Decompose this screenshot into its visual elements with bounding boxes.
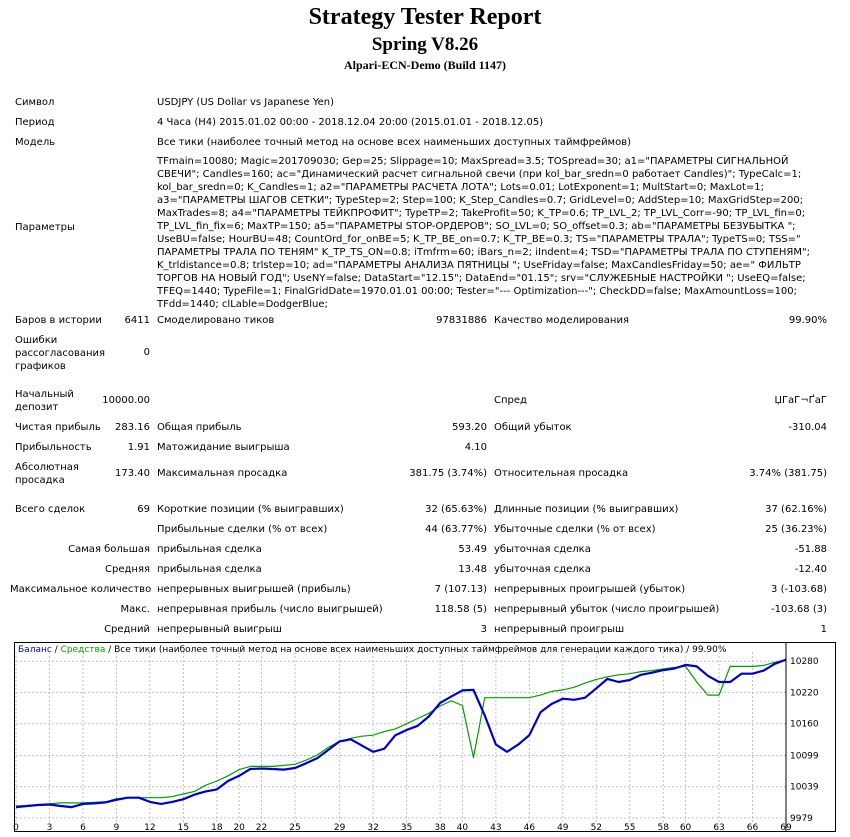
total-trades-value: 69 — [137, 504, 150, 515]
cons-loss-value: -103.68 (3) — [771, 604, 827, 615]
spread-value: ЏГаГ¬ҐаГ — [774, 395, 827, 406]
max-drawdown-label: Максимальная просадка — [157, 468, 288, 479]
x-tick-label: 6 — [80, 823, 86, 833]
y-tick-label: 10099 — [790, 751, 819, 762]
period-value: 4 Часа (H4) 2015.01.02 00:00 - 2018.12.04 20:00 (2015.01.01 - 2018.12.05) — [157, 117, 544, 128]
profit-factor-value: 1.91 — [127, 442, 150, 453]
errors-label: Ошибки рассогласования графиков — [15, 335, 106, 372]
x-tick-label: 20 — [233, 823, 245, 833]
params-value: TFmain=10080; Magic=201709030; Gep=25; Slippage=10; MaxSpread=3.5; TOSpread=30; a1="ПАРАМЕТРЫ СИГНАЛЬНОЙ СВЕЧИ"; Candles=160; ac="Динамический расчет сигнальной свечи (при kol_bar_sredn=0 работает Candles)"; TypeCalc=1; kol_bar_sredn=0; K_Candles=1; a2="ПАРАМЕТРЫ РАСЧЕТА ЛОТА"; Lots=0.01; LotExponent=1; MultStart=0; MaxLot=1; a3="ПАРАМЕТРЫ ШАГОВ СЕТКИ"; TypeStep=2; Step=100; K_Step_Candles=0.7; GridLevel=0; AddStep=10; MaxGridStep=200; MaxTrades=8; a4="ПАРАМЕТРЫ ТЕЙКПРОФИТ"; TypeTP=2; TakeProfit=50; K_TP=0.6; TP_LVL_2; TP_LVL_Corr=-90; TP_LVL_fin=0; TP_LVL_fin_fix=6; MaxTP=150; a5="ПАРАМЕТРЫ STOP-ОРДЕРОВ"; SO_LVL=0; SO_offset=0.3; ab="ПАРАМЕТРЫ БЕЗУБЫТКА "; UseBU=false; HourBU=48; CountOrd_for_onBE=5; K_TP_BE_on=0.7; K_TP_BE=0.3; TS="ПАРАМЕТРЫ ТРАЛА"; TypeTS=0; TSS=" ПАРАМЕТРЫ ТРАЛА ПО ТЕНЯМ" K_TP_TS_ON=0.8; iTmfrm=60; iBars_n=2; iIndent=4; TSD="ПАРАМЕТРЫ ТРАЛА ПО СТУПЕНЯМ"; K_trldistance=0.8; trlstep=10; ad="ПАРАМЕТРЫ АНАЛИЗА ПЯТНИЦЫ "; UseFriday=false; MaxCandlesFriday=50; ae=" ФИЛЬТР ТОРГОВ НА НОВЫЙ ГОД"; UseNY=false; DataStart="12.15"; DataEnd="01.15"; srv="СЛУЖЕБНЫЕ НАСТРОЙКИ "; UseEQ=false; TFEQ=1440; TypeFile=1; FinalGridDate=1970.01.01 00:00; Tester="--- Optimization---"; CheckDD=false; MaxAmountLoss=100; TFdd=1440; clLable=DodgerBlue; — [157, 156, 810, 310]
chart-legend — [18, 645, 726, 655]
deposit-label: Начальный депозит — [15, 389, 74, 413]
rel-drawdown-label: Относительная просадка — [494, 468, 629, 479]
largest-profit-label: прибыльная сделка — [157, 544, 262, 555]
net-profit-value: 283.16 — [115, 422, 150, 433]
x-tick-label: 15 — [177, 823, 190, 833]
expected-payoff-label: Матожидание выигрыша — [157, 442, 290, 453]
profit-trades-label: Прибыльные сделки (% от всех) — [157, 524, 328, 535]
legend-balance: Баланс — [18, 645, 52, 655]
cons-wins-label: непрерывных выигрышей (прибыль) — [157, 584, 351, 595]
model-value: Все тики (наиболее точный метод на основе всех наименьших доступных таймфреймов) — [157, 137, 632, 148]
gross-profit-label: Общая прибыль — [157, 422, 242, 433]
quality-label: Качество моделирования — [494, 315, 629, 326]
largest-loss-label: убыточная сделка — [494, 544, 591, 555]
y-tick-label: 10220 — [790, 688, 819, 699]
x-tick-label: 38 — [434, 823, 446, 833]
max-count-label: Максимальное количество — [10, 584, 152, 595]
server-build: Alpari-ECN-Demo (Build 1147) — [344, 58, 506, 72]
x-tick-label: 43 — [490, 823, 502, 833]
avg-win-value: 3 — [480, 624, 487, 635]
gross-profit-value: 593.20 — [452, 422, 487, 433]
loss-trades-value: 25 (36.23%) — [765, 524, 827, 535]
rel-drawdown-value: 3.74% (381.75) — [749, 468, 827, 479]
y-tick-label: 10280 — [790, 657, 819, 668]
legend-equity: Средства — [60, 645, 106, 655]
x-tick-label: 63 — [713, 823, 725, 833]
cons-wins-value: 7 (107.13) — [434, 584, 487, 595]
max-drawdown-value: 381.75 (3.74%) — [409, 468, 487, 479]
spread-label: Спред — [494, 395, 527, 406]
avg-win-label: непрерывный выигрыш — [157, 624, 282, 635]
average-loss-value: -12.40 — [794, 564, 827, 575]
long-positions-value: 37 (62.16%) — [765, 504, 827, 515]
cons-profit-value: 118.58 (5) — [434, 604, 487, 615]
loss-trades-label: Убыточные сделки (% от всех) — [494, 524, 656, 535]
x-tick-label: 25 — [289, 823, 301, 833]
total-trades-label: Всего сделок — [15, 504, 86, 515]
x-tick-label: 3 — [46, 823, 53, 833]
model-label: Модель — [15, 137, 56, 148]
x-tick-label: 22 — [255, 823, 268, 833]
chart-frame — [15, 643, 836, 832]
max-label: Макс. — [120, 604, 150, 615]
y-tick-label: 10039 — [790, 782, 819, 793]
x-tick-label: 29 — [333, 823, 346, 833]
bars-value: 6411 — [124, 315, 150, 326]
short-positions-label: Короткие позиции (% выигравших) — [157, 504, 344, 515]
largest-loss-value: -51.88 — [794, 544, 827, 555]
legend-description: / Все тики (наиболее точный метод на основе всех наименьших доступных таймфреймов для генерации каждого тика) / 99.90% — [105, 645, 727, 655]
x-tick-label: 12 — [144, 823, 156, 833]
abs-drawdown-value: 173.40 — [115, 468, 150, 479]
y-tick-label: 9979 — [790, 814, 813, 824]
quality-value: 99.90% — [788, 315, 827, 326]
average-profit-label: прибыльная сделка — [157, 564, 262, 575]
largest-label: Самая большая — [68, 544, 150, 555]
x-tick-label: 49 — [557, 823, 569, 833]
x-tick-label: 9 — [113, 823, 120, 833]
x-tick-label: 55 — [624, 823, 636, 833]
short-positions-value: 32 (65.63%) — [425, 504, 487, 515]
average-label: Средняя — [105, 564, 150, 575]
long-positions-label: Длинные позиции (% выигравших) — [494, 504, 679, 515]
x-tick-label: 52 — [590, 823, 603, 833]
params-label: Параметры — [15, 222, 75, 233]
cons-loss-label: непрерывный убыток (число проигрышей) — [494, 604, 720, 615]
expected-payoff-value: 4.10 — [464, 442, 487, 453]
largest-profit-value: 53.49 — [458, 544, 487, 555]
cons-losses-label: непрерывных проигрышей (убыток) — [494, 584, 686, 595]
net-profit-label: Чистая прибыль — [15, 422, 101, 433]
gross-loss-label: Общий убыток — [494, 422, 572, 433]
x-tick-label: 46 — [523, 823, 536, 833]
errors-value: 0 — [143, 347, 150, 358]
average-profit-value: 13.48 — [458, 564, 487, 575]
balance-chart — [14, 642, 836, 832]
avg-loss-label: непрерывный проигрыш — [494, 624, 625, 635]
expert-name: Spring V8.26 — [371, 34, 479, 55]
x-tick-label: 0 — [13, 823, 19, 833]
cons-losses-value: 3 (-103.68) — [771, 584, 827, 595]
x-tick-label: 66 — [746, 823, 759, 833]
x-tick-label: 40 — [456, 823, 469, 833]
x-tick-label: 32 — [367, 823, 379, 833]
x-tick-label: 60 — [679, 823, 692, 833]
avg-label: Средний — [104, 624, 150, 635]
avg-loss-value: 1 — [820, 624, 827, 635]
ticks-label: Смоделировано тиков — [157, 315, 275, 326]
x-tick-label: 69 — [780, 823, 792, 833]
symbol-label: Символ — [15, 97, 55, 108]
legend-sep: / — [51, 645, 61, 655]
gross-loss-value: -310.04 — [788, 422, 827, 433]
deposit-value: 10000.00 — [102, 395, 150, 406]
x-tick-label: 58 — [657, 823, 669, 833]
y-tick-label: 10160 — [790, 719, 819, 730]
profit-trades-value: 44 (63.77%) — [425, 524, 487, 535]
abs-drawdown-label: Абсолютная просадка — [15, 462, 79, 486]
x-tick-label: 18 — [211, 823, 223, 833]
symbol-value: USDJPY (US Dollar vs Japanese Yen) — [157, 97, 335, 108]
report-title: Strategy Tester Report — [308, 4, 542, 30]
cons-profit-label: непрерывная прибыль (число выигрышей) — [157, 604, 383, 615]
average-loss-label: убыточная сделка — [494, 564, 591, 575]
ticks-value: 97831886 — [436, 315, 487, 326]
x-tick-label: 35 — [400, 823, 413, 833]
period-label: Период — [15, 117, 55, 128]
profit-factor-label: Прибыльность — [15, 442, 92, 453]
bars-label: Баров в истории — [15, 315, 102, 326]
